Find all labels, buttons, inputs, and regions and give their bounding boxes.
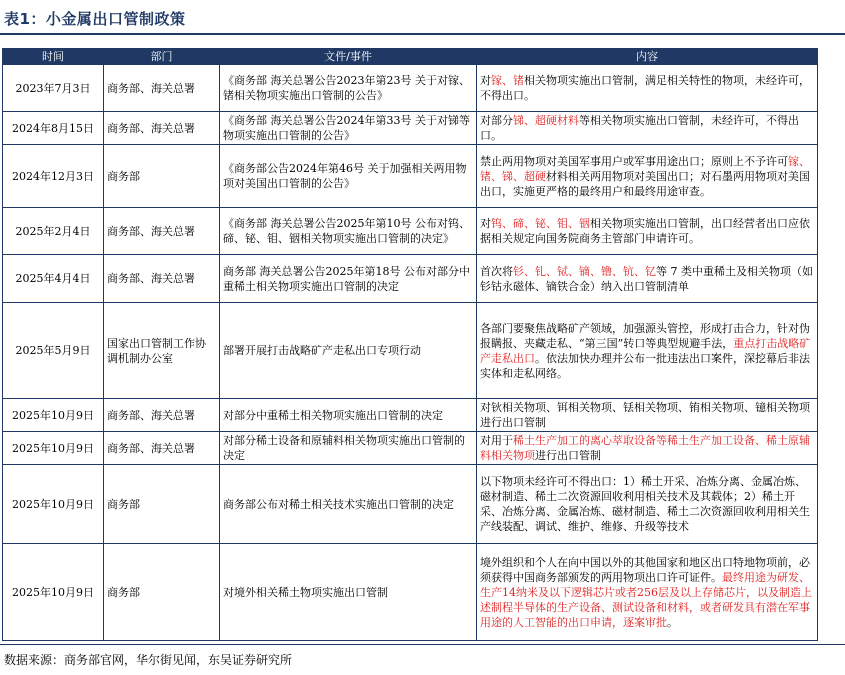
row-department: 商务部、海关总署 — [104, 65, 220, 112]
row-document: 商务部公布对稀土相关技术实施出口管制的决定 — [220, 465, 477, 544]
row-department: 商务部、海关总署 — [104, 208, 220, 255]
header-time: 时间 — [3, 49, 104, 65]
row-document: 《商务部公告2024年第46号 关于加强相关两用物项对美国出口管制的公告》 — [220, 145, 477, 208]
table-row — [3, 465, 818, 544]
content-text: 材料相关两用物项对美国出口；对石墨两用物项对美国出口，实施更严格的最终用户和最终用途审查。 — [480, 169, 810, 198]
table-row — [3, 303, 818, 399]
row-document: 商务部 海关总署公告2025年第18号 公布对部分中重稀土相关物项实施出口管制的决定 — [220, 255, 477, 303]
row-content — [477, 65, 818, 112]
row-department: 商务部、海关总署 — [104, 255, 220, 303]
highlighted-text: 稀土生产加工的离心萃取设备等稀土生产加工设备、稀土原辅料相关物项 — [480, 434, 810, 462]
content-text: 。 — [667, 615, 678, 629]
row-time: 2025年10月9日 — [3, 544, 104, 641]
highlighted-text: 锑、超硬材料 — [513, 114, 579, 127]
row-department: 国家出口管制工作协调机制办公室 — [104, 303, 220, 399]
content-text: 相关物项实施出口管制，出口经营者出口应依据相关规定向国务院商务主管部门申请许可。 — [480, 217, 810, 245]
row-content — [477, 432, 818, 465]
header-dept: 部门 — [104, 49, 220, 65]
data-source: 数据来源：商务部官网，华尔街见闻，东吴证券研究所 — [4, 653, 293, 667]
row-document: 《商务部 海关总署公告2024年第33号 关于对锑等物项实施出口管制的公告》 — [220, 112, 477, 145]
row-department: 商务部、海关总署 — [104, 112, 220, 145]
content-text: 对 — [480, 217, 491, 230]
content-text: 相关物项实施出口管制，满足相关特性的物项，未经许可，不得出口。 — [480, 74, 810, 102]
table-row — [3, 112, 818, 145]
row-time: 2025年10月9日 — [3, 432, 104, 465]
highlighted-text: 钨、碲、铋、钼、铟 — [491, 217, 590, 230]
content-text: 。依法加快办理并公布一批违法出口案件，深挖幕后非法实体和走私网络。 — [480, 351, 810, 380]
table-row — [3, 208, 818, 255]
row-content — [477, 399, 818, 432]
content-text: 等相关物项实施出口管制，未经许可，不得出口。 — [480, 114, 799, 142]
row-time: 2025年10月9日 — [3, 399, 104, 432]
content-text: 对钬相关物项、铒相关物项、铥相关物项、铕相关物项、镱相关物项进行出口管制 — [480, 401, 810, 429]
highlighted-text: 钐、钆、铽、镝、镥、钪、钇 — [513, 264, 656, 278]
title-divider — [0, 33, 845, 35]
row-content — [477, 303, 818, 399]
row-content — [477, 544, 818, 641]
row-department: 商务部 — [104, 145, 220, 208]
content-text: 各部门要聚焦战略矿产领域，加强源头管控，形成打击合力，针对伪报瞒报、夹藏走私、“第三国”转口等典型规避手法， — [480, 321, 810, 350]
table-row — [3, 399, 818, 432]
content-text: 首次将 — [480, 264, 513, 278]
table-row — [3, 145, 818, 208]
row-department: 商务部 — [104, 544, 220, 641]
row-document: 对部分稀土设备和原辅料相关物项实施出口管制的决定 — [220, 432, 477, 465]
header-content: 内容 — [477, 49, 818, 65]
row-document: 《商务部 海关总署公告2023年第23号 关于对镓、锗相关物项实施出口管制的公告》 — [220, 65, 477, 112]
highlighted-text: 重点打击战略矿产走私出口 — [480, 336, 811, 365]
content-text: 进行出口管制 — [535, 449, 601, 462]
table-title: 表1：小金属出口管制政策 — [4, 10, 186, 28]
content-text: 对部分 — [480, 114, 513, 127]
row-content — [477, 145, 818, 208]
content-text: 等 7 类中重稀土及相关物项（如钐钴永磁体、镝铁合金）纳入出口管制清单 — [480, 264, 813, 293]
highlighted-text: 镓、锗 — [491, 74, 524, 87]
content-text: 对用于 — [480, 434, 513, 447]
row-department: 商务部、海关总署 — [104, 399, 220, 432]
highlighted-text: 镓、锗、锑、超硬 — [480, 154, 810, 183]
table-row — [3, 65, 818, 112]
row-department: 商务部 — [104, 465, 220, 544]
row-department: 商务部、海关总署 — [104, 432, 220, 465]
row-content — [477, 465, 818, 544]
content-text: 以下物项未经许可不得出口：1）稀土开采、冶炼分离、金属冶炼、磁材制造、稀土二次资源回收利用相关技术及其载体；2）稀土开采、冶炼分离、金属冶炼、磁材制造、稀土二次资源回收利用相关生产线装配、调试、维护、维修、升级等技术 — [480, 475, 810, 533]
row-content — [477, 112, 818, 145]
table-header-row — [3, 49, 818, 65]
row-time: 2023年7月3日 — [3, 65, 104, 112]
policy-table — [2, 48, 818, 641]
content-text: 禁止两用物项对美国军事用户或军事用途出口；原则上不予许可 — [480, 154, 788, 168]
row-time: 2024年12月3日 — [3, 145, 104, 208]
row-content — [477, 208, 818, 255]
row-document: 部署开展打击战略矿产走私出口专项行动 — [220, 303, 477, 399]
row-time: 2025年5月9日 — [3, 303, 104, 399]
table-row — [3, 432, 818, 465]
header-doc: 文件/事件 — [220, 49, 477, 65]
row-time: 2025年4月4日 — [3, 255, 104, 303]
content-text: 境外组织和个人在向中国以外的其他国家和地区出口特地物项前，必须获得中国商务部颁发的两用物项出口许可证件。 — [480, 555, 810, 584]
bottom-divider — [0, 644, 845, 645]
highlighted-text: 最终用途为研发、生产14纳米及以下逻辑芯片或者256层及以上存储芯片，以及制造上述制程半导体的生产设备、测试设备和材料，或者研发具有潜在军事用途的人工智能的出口申请，逐案审批 — [480, 570, 812, 629]
row-time: 2025年2月4日 — [3, 208, 104, 255]
row-time: 2024年8月15日 — [3, 112, 104, 145]
row-document: 《商务部 海关总署公告2025年第10号 公布对钨、碲、铋、钼、铟相关物项实施出口管制的决定》 — [220, 208, 477, 255]
row-document: 对境外相关稀土物项实施出口管制 — [220, 544, 477, 641]
row-document: 对部分中重稀土相关物项实施出口管制的决定 — [220, 399, 477, 432]
row-time: 2025年10月9日 — [3, 465, 104, 544]
table-row — [3, 544, 818, 641]
row-content — [477, 255, 818, 303]
table-row — [3, 255, 818, 303]
content-text: 对 — [480, 74, 491, 87]
